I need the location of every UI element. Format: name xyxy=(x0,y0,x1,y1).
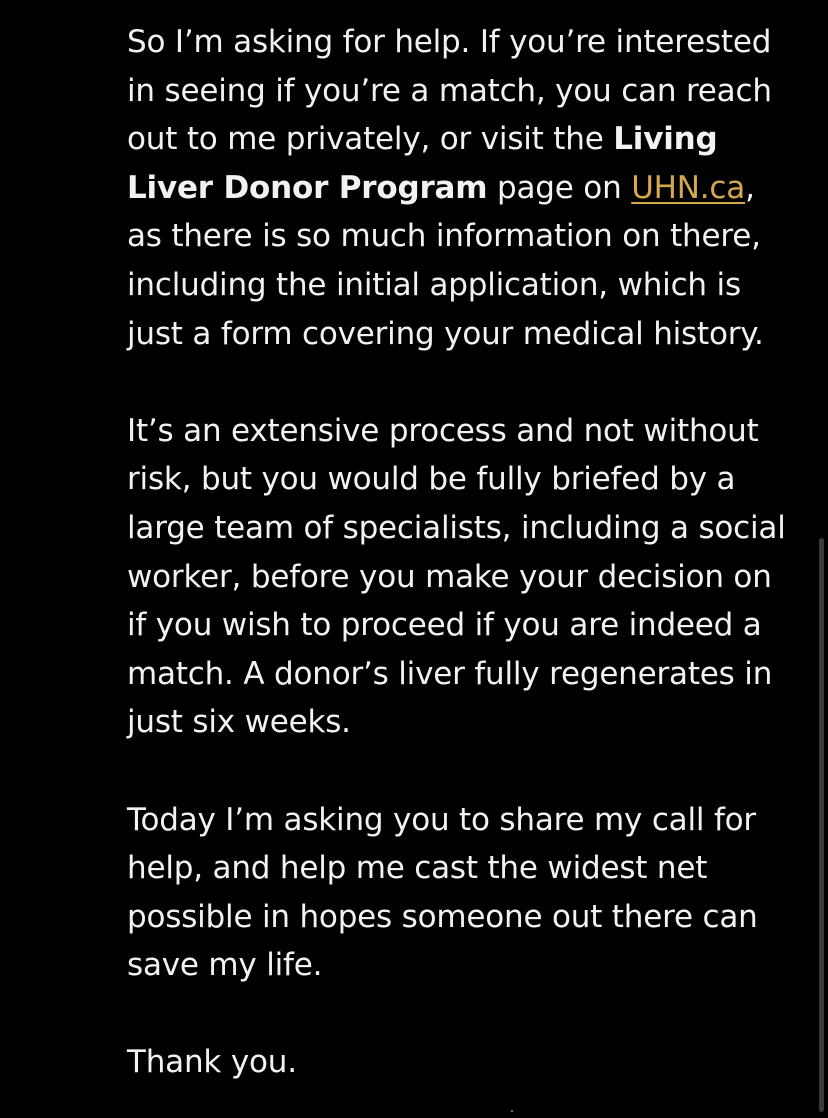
paragraph-share-call: Today I’m asking you to share my call for help, and help me cast the widest net possible in hopes someone out there can save my life. xyxy=(127,801,758,984)
cursor-dot xyxy=(511,1110,513,1112)
note-body[interactable] xyxy=(127,18,787,1087)
program-name-bold: Living Liver Donor Program xyxy=(127,121,718,206)
paragraph-spacer xyxy=(127,747,787,796)
paragraph-process: It’s an extensive process and not without risk, but you would be fully briefed by a large team of specialists, including a social worker, before you make your decision on if you wish to proceed if you are indeed a match. A donor’s liver fully regenerates in just six weeks. xyxy=(127,412,786,741)
paragraph-text: page on xyxy=(487,169,632,206)
vertical-scrollbar[interactable] xyxy=(819,538,824,1112)
paragraph-thank-you: Thank you. xyxy=(127,1044,297,1081)
paragraph-help-request xyxy=(127,18,787,358)
paragraph-text: , as there is so much information on there, including the initial application, which is just a form covering your medical history. xyxy=(127,169,764,352)
uhn-link[interactable]: UHN.ca xyxy=(631,169,746,206)
paragraph-text: So I’m asking for help. If you’re interested in seeing if you’re a match, you can reach out to me privately, or visit the xyxy=(127,24,772,158)
paragraph-spacer xyxy=(127,990,787,1039)
paragraph-spacer xyxy=(127,358,787,407)
